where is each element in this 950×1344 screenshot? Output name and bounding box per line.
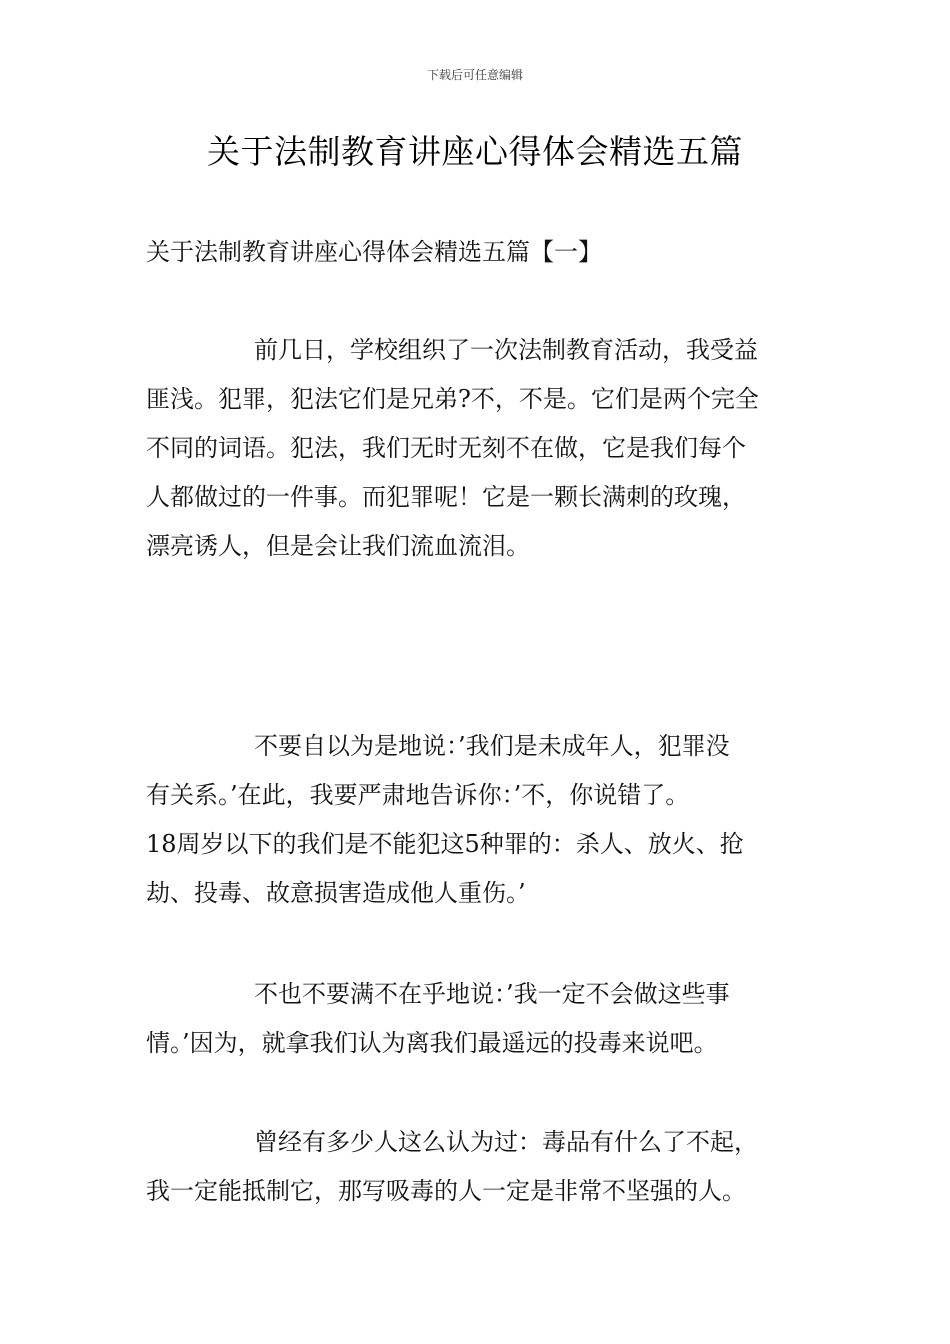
document-title: 关于法制教育讲座心得体会精选五篇 xyxy=(207,132,743,171)
paragraph-line: 不也不要满不在乎地说：’我一定不会做这些事 xyxy=(254,980,730,1008)
paragraph-line: 前几日，学校组织了一次法制教育活动，我受益 xyxy=(254,336,758,364)
paragraph-line: 曾经有多少人这么认为过：毒品有什么了不起， xyxy=(254,1128,758,1156)
paragraph-line: 18周岁以下的我们是不能犯这5种罪的：杀人、放火、抢 xyxy=(146,830,744,858)
paragraph-line: 不同的词语。犯法，我们无时无刻不在做，它是我们每个 xyxy=(146,434,746,462)
header-note: 下载后可任意编辑 xyxy=(426,68,523,82)
paragraph-3 xyxy=(146,970,846,1068)
paragraph-line: 人都做过的一件事。而犯罪呢！它是一颗长满刺的玫瑰， xyxy=(146,483,746,511)
paragraph-line: 我一定能抵制它，那写吸毒的人一定是非常不坚强的人。 xyxy=(146,1177,746,1205)
paragraph-line: 劫、投毒、故意损害造成他人重伤。’ xyxy=(146,879,526,907)
paragraph-line: 情。’因为，就拿我们认为离我们最遥远的投毒来说吧。 xyxy=(146,1029,718,1057)
paragraph-2 xyxy=(146,722,846,918)
paragraph-line: 有关系。’在此，我要严肃地告诉你：’不，你说错了。 xyxy=(146,781,690,809)
paragraph-line: 不要自以为是地说：’我们是未成年人，犯罪没 xyxy=(254,732,730,760)
section-heading: 关于法制教育讲座心得体会精选五篇【一】 xyxy=(146,238,602,266)
paragraph-4 xyxy=(146,1118,846,1216)
paragraph-line: 匪浅。犯罪，犯法它们是兄弟?不，不是。它们是两个完全 xyxy=(146,385,759,413)
paragraph-line: 漂亮诱人，但是会让我们流血流泪。 xyxy=(146,532,530,560)
paragraph-1 xyxy=(146,326,846,571)
